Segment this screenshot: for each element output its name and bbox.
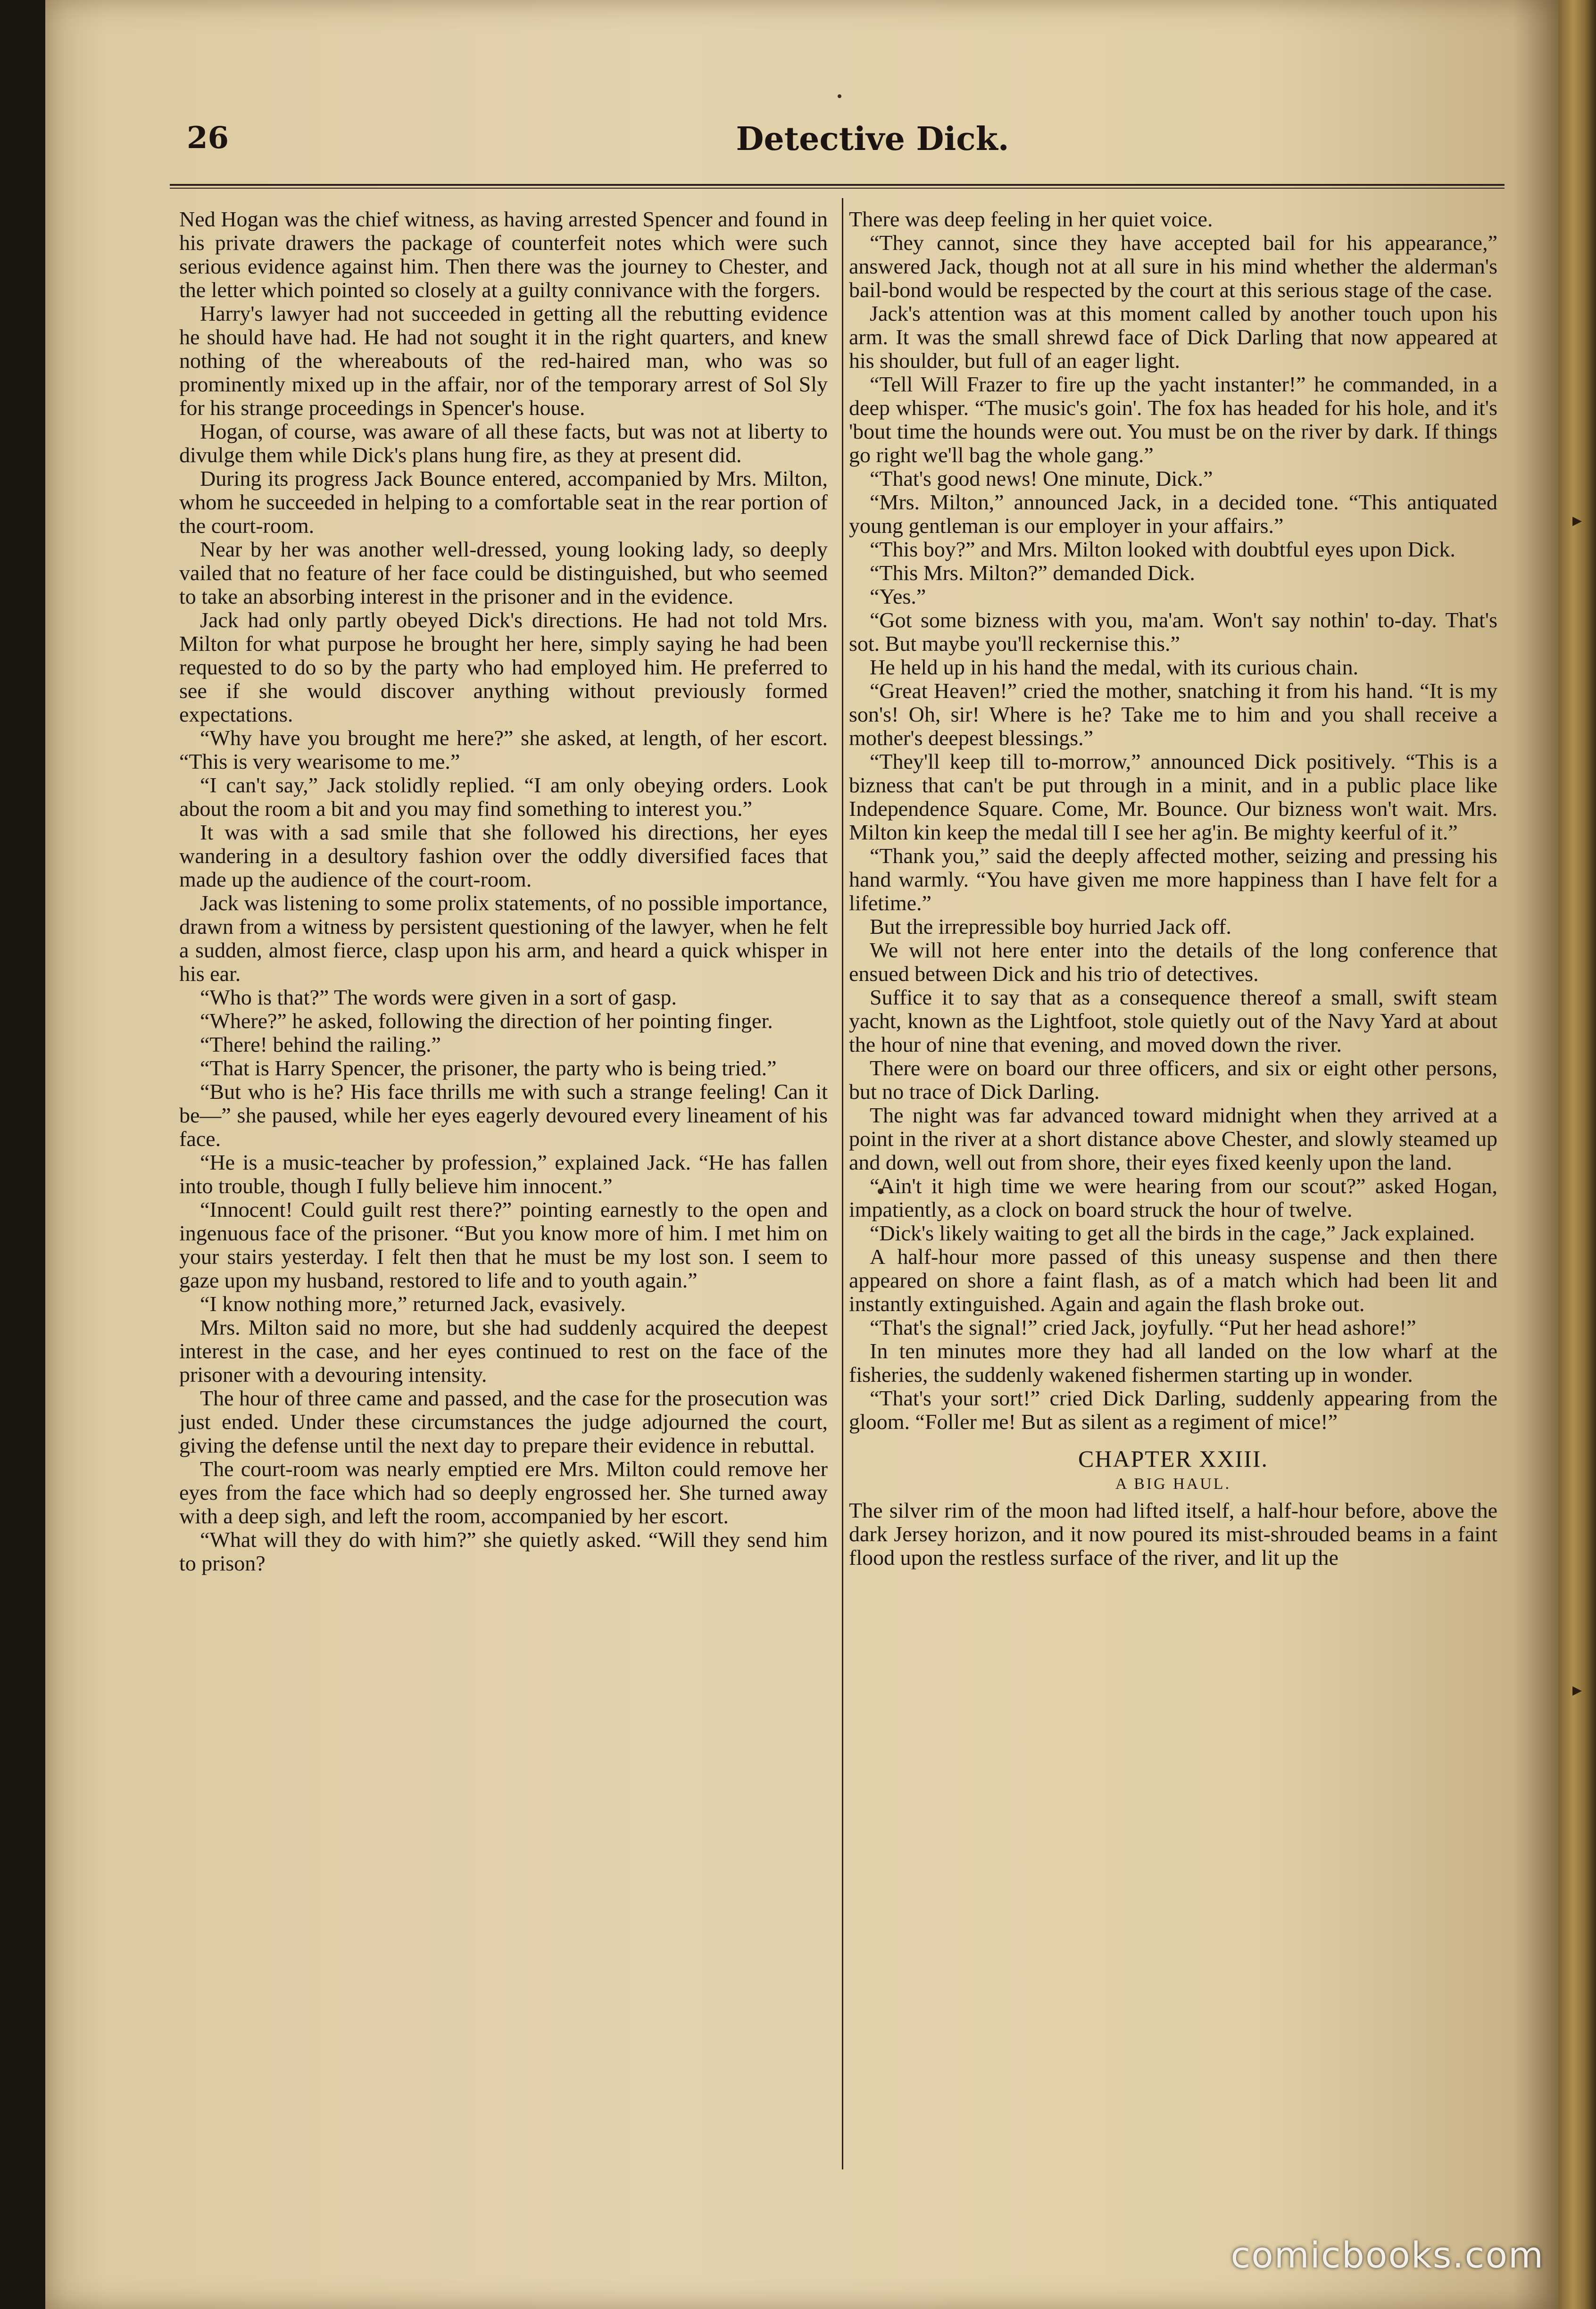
paragraph: “Got some bizness with you, ma'am. Won't say nothin' to-day. That's sot. But maybe you'll reckernise this.” <box>849 608 1497 656</box>
header-rule <box>170 184 1505 189</box>
paragraph: A half-hour more passed of this uneasy suspense and then there appeared on shore a faint flash, as of a match which had been lit and instantly extinguished. Again and again the flash broke out. <box>849 1245 1497 1316</box>
running-title: Detective Dick. <box>736 120 1009 158</box>
paragraph: “That's the signal!” cried Jack, joyfully. “Put her head ashore!” <box>870 1315 1416 1339</box>
page-header <box>141 120 1509 177</box>
paragraph: The court-room was nearly emptied ere Mrs. Milton could remove her eyes from the face which had so deeply engrossed her. She turned away with a deep sigh, and left the room, accompanied by her escort. <box>179 1457 828 1528</box>
paragraph: Jack was listening to some prolix statements, of no possible importance, drawn from a witness by persistent questioning of the lawyer, when he felt a sudden, almost fierce, clasp upon his arm, and heard a quick whisper in his ear. <box>179 891 828 986</box>
paragraph: Jack had only partly obeyed Dick's directions. He had not told Mrs. Milton for what purpose he brought her here, simply saying he had been requested to do so by the party who had employed him. He preferred to see if she would discover anything without previously formed expectations. <box>179 608 828 726</box>
left-column <box>179 208 828 1575</box>
paragraph: “Great Heaven!” cried the mother, snatching it from his hand. “It is my son's! Oh, sir! Where is he? Take me to him and you shall receive a mother's deepest blessings.” <box>849 679 1497 750</box>
binding-mark: ▸ <box>1572 1679 1582 1701</box>
chapter-subtitle: A BIG HAUL. <box>1115 1475 1231 1493</box>
paragraph: “This boy?” and Mrs. Milton looked with doubtful eyes upon Dick. <box>870 537 1455 561</box>
paragraph: “Mrs. Milton,” announced Jack, in a decided tone. “This antiquated young gentleman is our employer in your affairs.” <box>849 490 1497 538</box>
paragraph: There was deep feeling in her quiet voice. <box>849 207 1213 231</box>
paragraph: “That's your sort!” cried Dick Darling, suddenly appearing from the gloom. “Foller me! But as silent as a regiment of mice!” <box>849 1386 1497 1434</box>
right-column <box>849 208 1497 1570</box>
paragraph: “There! behind the railing.” <box>200 1032 441 1056</box>
paragraph: “He is a music-teacher by profession,” explained Jack. “He has fallen into trouble, though I fully believe him innocent.” <box>179 1150 828 1198</box>
paragraph: “They'll keep till to-morrow,” announced Dick positively. “This is a bizness that can't be put through in a minit, and in a public place like Independence Square. Come, Mr. Bounce. Our bizness won't wait. Mrs. Milton kin keep the medal till I see her ag'in. Be mighty keerful of it.” <box>849 749 1497 844</box>
paragraph: Suffice it to say that as a consequence thereof a small, swift steam yacht, known as the Lightfoot, stole quietly out of the Navy Yard at about the hour of nine that evening, and moved down the river. <box>849 985 1497 1056</box>
paragraph: “That is Harry Spencer, the prisoner, the party who is being tried.” <box>200 1056 777 1080</box>
paragraph: “Where?” he asked, following the direction of her pointing finger. <box>200 1009 773 1033</box>
paragraph: Harry's lawyer had not succeeded in getting all the rebutting evidence he should have had. He had not sought it in the right quarters, and knew nothing of the whereabouts of the red-haired man, who was so prominently mixed up in the affair, nor of the temporary arrest of Sol Sly for his strange proceedings in Spencer's house. <box>179 301 828 420</box>
paragraph: “I know nothing more,” returned Jack, evasively. <box>200 1292 626 1316</box>
paragraph: It was with a sad smile that she followed his directions, her eyes wandering in a desultory fashion over the oddly diversified faces that made up the audience of the court-room. <box>179 820 828 891</box>
paragraph: The hour of three came and passed, and the case for the prosecution was just ended. Under these circumstances the judge adjourned the court, giving the defense until the next day to prepare their evidence in rebuttal. <box>179 1386 828 1457</box>
paragraph: “Tell Will Frazer to fire up the yacht instanter!” he commanded, in a deep whisper. “The music's goin'. The fox has headed for his hole, and it's 'bout time the hounds were out. You must be on the river by dark. If things go right we'll bag the whole gang.” <box>849 372 1497 467</box>
paragraph: “Dick's likely waiting to get all the birds in the cage,” Jack explained. <box>870 1221 1475 1245</box>
paper-speck <box>838 94 841 98</box>
chapter-title: CHAPTER XXIII. <box>1078 1445 1268 1472</box>
page-number: 26 <box>187 120 229 156</box>
chapter-opening-paragraph: The silver rim of the moon had lifted itself, a half-hour before, above the dark Jersey horizon, and it now poured its mist-shrouded beams in a faint flood upon the restless surface of the river, and lit up the <box>849 1498 1497 1570</box>
paragraph: “Who is that?” The words were given in a sort of gasp. <box>200 985 677 1009</box>
paragraph: Mrs. Milton said no more, but she had suddenly acquired the deepest interest in the case, and her eyes continued to rest on the face of the prisoner with a devouring intensity. <box>179 1315 828 1387</box>
binding-mark: ▸ <box>1572 509 1582 531</box>
paragraph: But the irrepressible boy hurried Jack off. <box>870 914 1231 939</box>
paragraph: “Why have you brought me here?” she asked, at length, of her escort. “This is very wearisome to me.” <box>179 726 828 773</box>
book-spine <box>1558 0 1596 2309</box>
paragraph: In ten minutes more they had all landed on the low wharf at the fisheries, the suddenly wakened fishermen starting up in wonder. <box>849 1339 1497 1387</box>
paragraph: The night was far advanced toward midnight when they arrived at a point in the river at a short distance above Chester, and slowly steamed up and down, well out from shore, their eyes fixed keenly upon the land. <box>849 1103 1497 1174</box>
paragraph: “That's good news! One minute, Dick.” <box>870 466 1213 490</box>
paragraph: He held up in his hand the medal, with its curious chain. <box>870 655 1359 679</box>
paragraph: “What will they do with him?” she quietly asked. “Will they send him to prison? <box>179 1528 828 1575</box>
paragraph: “Thank you,” said the deeply affected mother, seizing and pressing his hand warmly. “You have given me more happiness than I have felt for a lifetime.” <box>849 844 1497 915</box>
watermark: comicbooks.com <box>1230 2234 1544 2276</box>
paragraph: “They cannot, since they have accepted bail for his appearance,” answered Jack, though not at all sure in his mind whether the alderman's bail-bond would be respected by the court at this serious stage of the case. <box>849 231 1497 302</box>
column-divider <box>842 198 843 2169</box>
paragraph: “Ain't it high time we were hearing from our scout?” asked Hogan, impatiently, as a clock on board struck the hour of twelve. <box>849 1174 1497 1221</box>
paragraph: There were on board our three officers, and six or eight other persons, but no trace of Dick Darling. <box>849 1056 1497 1104</box>
paragraph: We will not here enter into the details of the long conference that ensued between Dick and his trio of detectives. <box>849 938 1497 986</box>
paragraph: “Innocent! Could guilt rest there?” pointing earnestly to the open and ingenuous face of the prisoner. “But you know more of him. I met him on your stairs yesterday. I felt then that he must be my lost son. I seem to gaze upon my husband, restored to life and to youth again.” <box>179 1197 828 1292</box>
paragraph: “I can't say,” Jack stolidly replied. “I am only obeying orders. Look about the room a bit and you may find something to interest you.” <box>179 773 828 821</box>
paragraph: Ned Hogan was the chief witness, as having arrested Spencer and found in his private drawers the package of counterfeit notes which were such serious evidence against him. Then there was the journey to Chester, and the letter which pointed so closely at a guilty connivance with the forgers. <box>179 207 828 302</box>
paragraph: “Yes.” <box>870 584 926 608</box>
paragraph: “But who is he? His face thrills me with such a strange feeling! Can it be—” she paused, while her eyes eagerly devoured every lineament of his face. <box>179 1080 828 1151</box>
paragraph: Hogan, of course, was aware of all these facts, but was not at liberty to divulge them while Dick's plans hung fire, as they at present did. <box>179 419 828 467</box>
paragraph: “This Mrs. Milton?” demanded Dick. <box>870 561 1195 585</box>
paragraph: Near by her was another well-dressed, young looking lady, so deeply vailed that no feature of her face could be distinguished, but who seemed to take an absorbing interest in the prisoner and in the evidence. <box>179 537 828 608</box>
paragraph: During its progress Jack Bounce entered, accompanied by Mrs. Milton, whom he succeeded in helping to a comfortable seat in the rear portion of the court-room. <box>179 466 828 538</box>
paragraph: Jack's attention was at this moment called by another touch upon his arm. It was the small shrewd face of Dick Darling that now appeared at his shoulder, but full of an eager light. <box>849 301 1497 373</box>
